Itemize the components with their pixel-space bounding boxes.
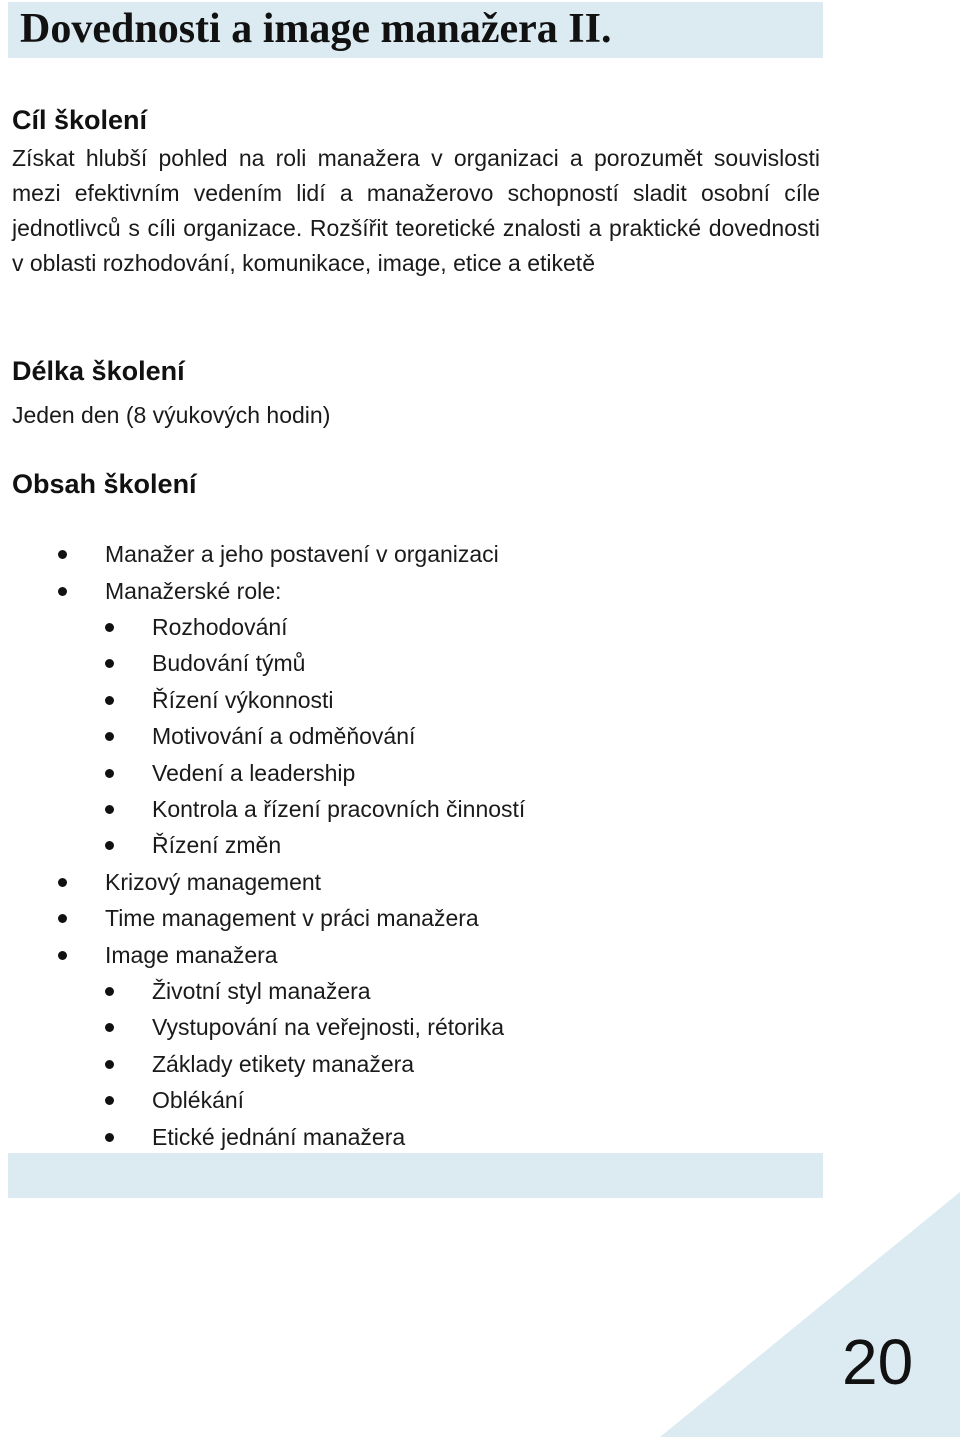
list-item: Životní styl manažera: [152, 973, 371, 1009]
goal-heading: Cíl školení: [12, 105, 148, 135]
bullet-icon: [58, 878, 67, 887]
footer-band: [8, 1153, 823, 1198]
bullet-icon: [105, 769, 114, 778]
list-item: Image manažera: [105, 937, 278, 973]
list-item: Řízení změn: [152, 827, 281, 863]
bullet-icon: [105, 732, 114, 741]
bullet-icon: [58, 587, 67, 596]
list-item: Manažerské role:: [105, 573, 281, 609]
title-banner: [8, 2, 823, 58]
corner-decoration: [660, 1192, 960, 1437]
bullet-icon: [105, 841, 114, 850]
bullet-icon: [105, 696, 114, 705]
list-item: Vedení a leadership: [152, 755, 355, 791]
content-heading: Obsah školení: [12, 469, 197, 499]
length-text: Jeden den (8 výukových hodin): [12, 402, 331, 428]
bullet-icon: [58, 550, 67, 559]
goal-paragraph: Získat hlubší pohled na roli manažera v organizaci a porozumět souvislosti mezi efektivním vedením lidí a manažerovo schopností sladit osobní cíle jednotlivců s cíli organizace. Rozšířit teoretické znalosti a praktické dovednosti v oblasti rozhodování, komunikace, image, etice a etiketě: [12, 145, 820, 276]
list-item: Etické jednání manažera: [152, 1119, 405, 1155]
bullet-icon: [105, 659, 114, 668]
list-item: Vystupování na veřejnosti, rétorika: [152, 1009, 504, 1045]
page-title: Dovednosti a image manažera II.: [20, 6, 612, 52]
list-item: Time management v práci manažera: [105, 900, 479, 936]
bullet-icon: [105, 1060, 114, 1069]
bullet-icon: [105, 805, 114, 814]
bullet-icon: [105, 1133, 114, 1142]
bullet-icon: [105, 1096, 114, 1105]
bullet-icon: [58, 951, 67, 960]
list-item: Kontrola a řízení pracovních činností: [152, 791, 525, 827]
list-item: Krizový management: [105, 864, 321, 900]
bullet-icon: [105, 1023, 114, 1032]
bullet-icon: [105, 623, 114, 632]
bullet-icon: [58, 914, 67, 923]
length-heading: Délka školení: [12, 356, 185, 386]
list-item: Základy etikety manažera: [152, 1046, 414, 1082]
list-item: Oblékání: [152, 1082, 244, 1118]
page-number: 20: [842, 1326, 914, 1398]
list-item: Řízení výkonnosti: [152, 682, 334, 718]
list-item: Motivování a odměňování: [152, 718, 415, 754]
list-item: Rozhodování: [152, 609, 288, 645]
bullet-icon: [105, 987, 114, 996]
list-item: Manažer a jeho postavení v organizaci: [105, 536, 499, 572]
list-item: Budování týmů: [152, 645, 305, 681]
